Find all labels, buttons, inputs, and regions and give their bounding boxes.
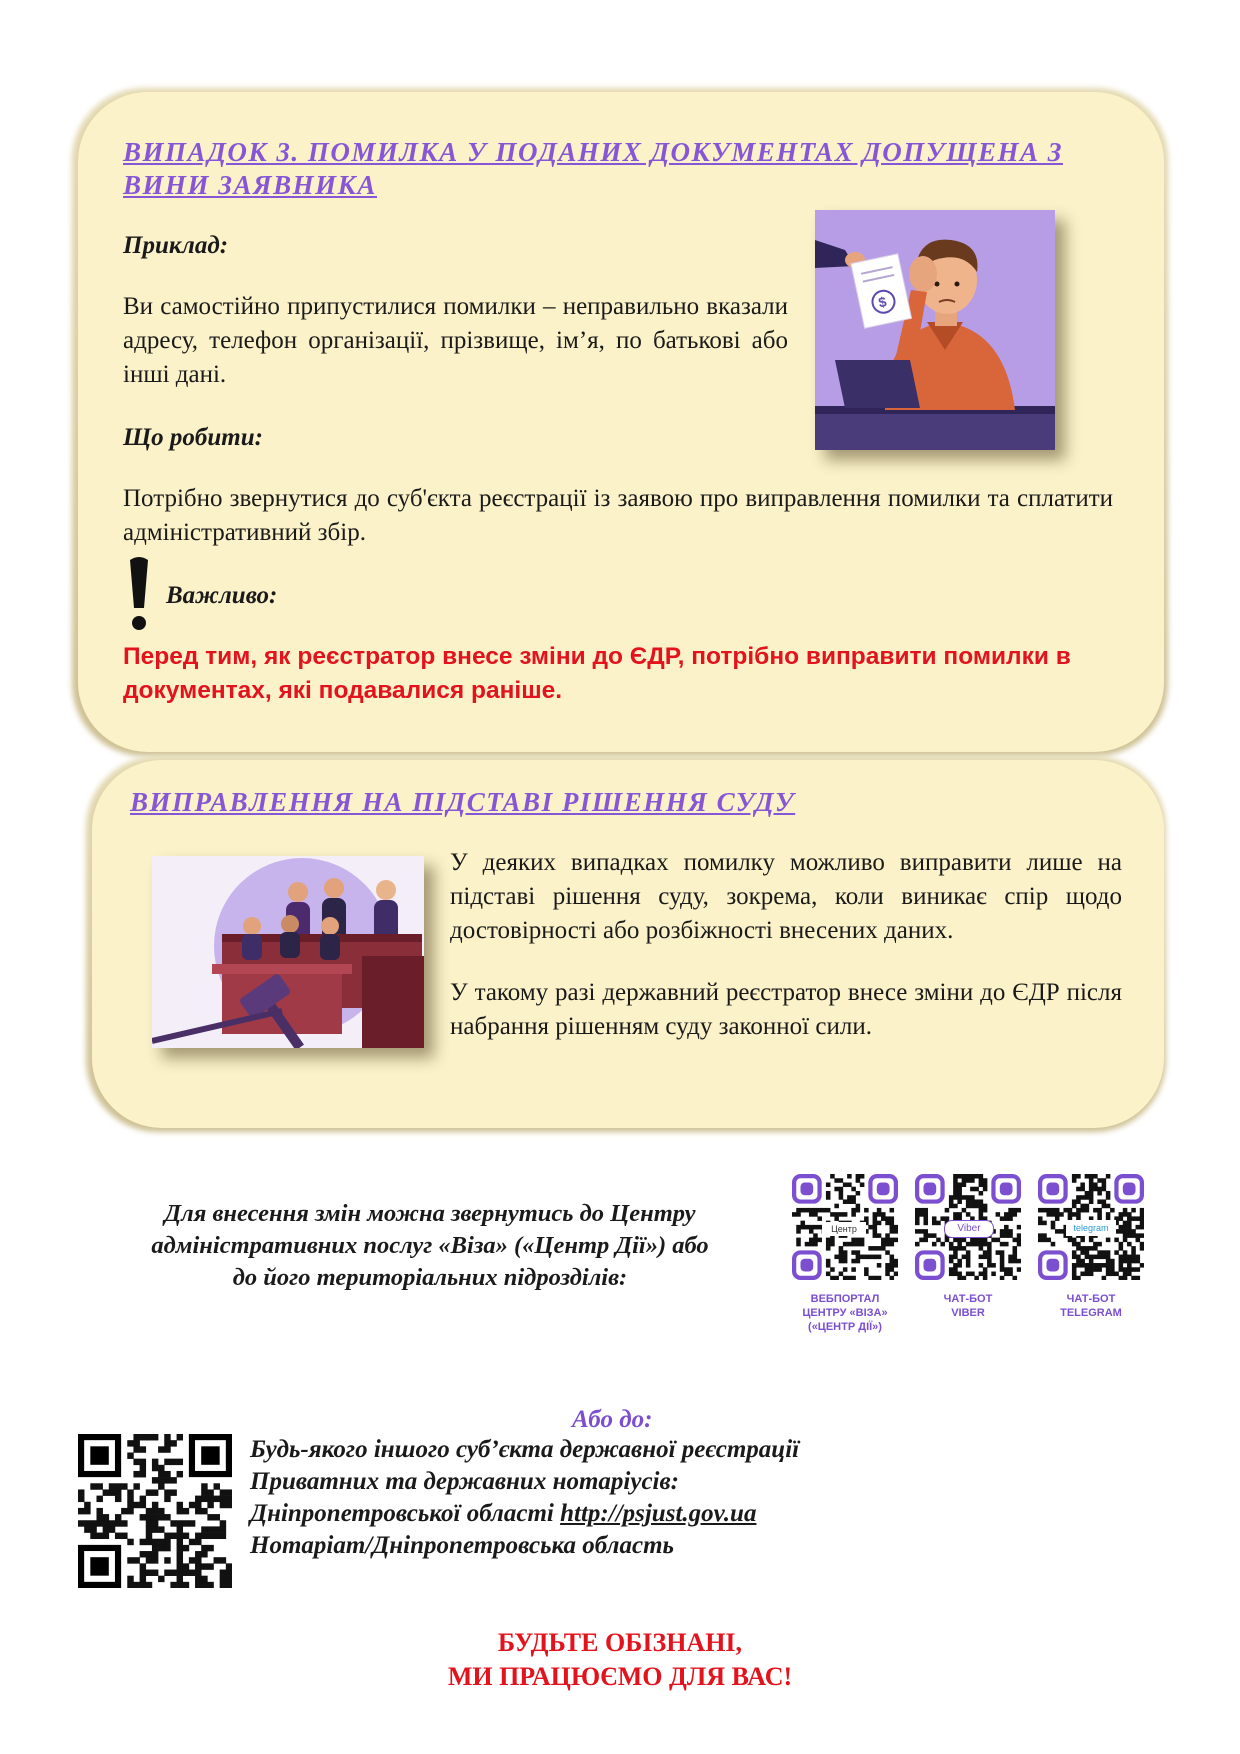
other-line-2: Приватних та державних нотаріусів: bbox=[250, 1468, 679, 1495]
qr-caption-webportal bbox=[790, 1292, 900, 1334]
what-to-do-text: Потрібно звернутися до суб'єкта реєстрації із заявою про виправлення помилки та сплатити адміністративний збір. bbox=[123, 485, 1113, 546]
or-to-label: Або до: bbox=[572, 1406, 653, 1433]
what-to-do-label: Що робити: bbox=[123, 424, 263, 451]
other-line-1: Будь-якого іншого суб’єкта державної реєстрації bbox=[250, 1436, 800, 1463]
qr-caption-telegram bbox=[1036, 1292, 1146, 1320]
qr-caption-line: TELEGRAM bbox=[1060, 1307, 1122, 1319]
stressed-man-illustration bbox=[815, 210, 1055, 450]
exclamation-icon bbox=[126, 556, 152, 634]
qr-caption-viber bbox=[913, 1292, 1023, 1320]
contact-line-1: Для внесення змін можна звернутись до Центру bbox=[164, 1200, 696, 1227]
case3-heading bbox=[123, 136, 1063, 202]
svg-text:$: $ bbox=[876, 293, 888, 311]
telegram-icon: telegram bbox=[1066, 1220, 1116, 1236]
court-text-2: У такому разі державний реєстратор внесе зміни до ЄДР після набрання рішенням суду законної сили. bbox=[450, 979, 1122, 1040]
qr-code-notaries[interactable] bbox=[78, 1434, 232, 1588]
important-label: Важливо: bbox=[166, 582, 278, 609]
other-list bbox=[250, 1434, 799, 1562]
contact-line-3: до його територіальних підрозділів: bbox=[232, 1264, 628, 1291]
other-line-3 bbox=[250, 1498, 799, 1530]
case3-heading-line1: ВИПАДОК 3. ПОМИЛКА У ПОДАНИХ ДОКУМЕНТАХ ДОПУЩЕНА З bbox=[123, 137, 1063, 167]
viber-icon: Viber bbox=[944, 1220, 994, 1238]
courtroom-illustration bbox=[152, 856, 424, 1048]
qr-caption-line: ЧАТ-БОТ bbox=[1066, 1293, 1116, 1305]
qr-caption-line: («ЦЕНТР ДІЇ») bbox=[808, 1321, 882, 1333]
important-text: Перед тим, як реєстратор внесе зміни до ЄДР, потрібно виправити помилки в документах, які подавалися раніше. bbox=[123, 643, 1071, 704]
qr-caption-line: VIBER bbox=[951, 1307, 985, 1319]
webportal-badge: Центр bbox=[822, 1222, 866, 1236]
qr-caption-line: ЧАТ-БОТ bbox=[943, 1293, 993, 1305]
example-label: Приклад: bbox=[123, 232, 229, 259]
footer-line-1: БУДЬТЕ ОБІЗНАНІ, bbox=[497, 1628, 743, 1657]
other-line-4: Нотаріат/Дніпропетровська область bbox=[250, 1532, 674, 1559]
footer-line-2: МИ ПРАЦЮЄМО ДЛЯ ВАС! bbox=[447, 1662, 793, 1691]
court-heading: ВИПРАВЛЕННЯ НА ПІДСТАВІ РІШЕННЯ СУДУ bbox=[130, 787, 796, 817]
psjust-link[interactable]: http://psjust.gov.ua bbox=[560, 1500, 757, 1527]
case3-heading-line2: ВИНИ ЗАЯВНИКА bbox=[123, 170, 377, 200]
qr-pattern bbox=[78, 1434, 232, 1588]
qr-caption-line: ЦЕНТРУ «ВІЗА» bbox=[802, 1307, 888, 1319]
example-text: Ви самостійно припустилися помилки – неправильно вказали адресу, телефон організації, прізвище, ім’я, по батькові або інші дані. bbox=[123, 293, 788, 388]
court-text-1: У деяких випадках помилку можливо виправити лише на підставі рішення суду, зокрема, коли виникає спір щодо достовірності або розбіжності внесених даних. bbox=[450, 849, 1122, 944]
qr-caption-line: ВЕБПОРТАЛ bbox=[810, 1293, 880, 1305]
contact-text bbox=[80, 1198, 780, 1294]
other-line-3-prefix: Дніпропетровської області bbox=[250, 1500, 561, 1527]
contact-line-2: адміністративних послуг «Віза» («Центр Дії») або bbox=[151, 1232, 709, 1259]
footer-slogan bbox=[0, 1626, 1240, 1694]
